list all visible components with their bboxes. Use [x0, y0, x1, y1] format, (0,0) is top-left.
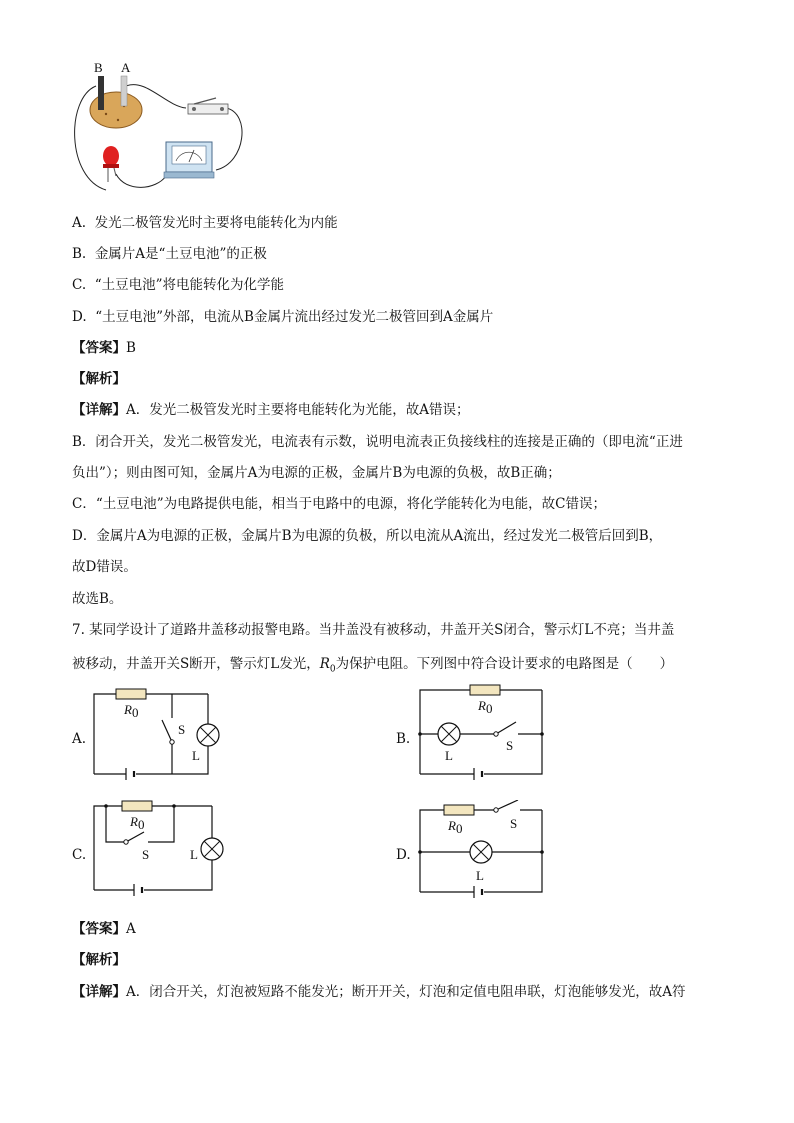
svg-text:R: R: [448, 818, 456, 833]
svg-text:L: L: [476, 868, 484, 883]
q7-stem-line1: 7. 某同学设计了道路井盖移动报警电路。当井盖没有被移动，井盖开关S闭合，警示灯L不亮；当井盖: [72, 622, 675, 638]
metal-plate-b: [98, 76, 104, 110]
svg-text:L: L: [445, 748, 453, 763]
q6-detail-0: 【详解】A．发光二极管发光时主要将电能转化为光能，故A错误；: [72, 402, 470, 418]
circuit-d-letter: D.: [396, 847, 411, 863]
svg-text:S: S: [510, 816, 518, 831]
q6-answer: 【答案】B: [72, 340, 136, 356]
q7-stem-line2: 被移动，井盖开关S断开，警示灯L发光，$R_0$为保护电阻。下列图中符合设计要求的电路图是（ ）: [72, 656, 674, 675]
circuit-a: [86, 684, 226, 784]
option-d: D. “土豆电池”外部，电流从B金属片流出经过发光二极管回到A金属片: [72, 309, 494, 325]
q6-detail-1: B．闭合开关，发光二极管发光，电流表有示数，说明电流表正负接线柱的连接是正确的（即电流“正进: [72, 434, 683, 450]
svg-text:L: L: [190, 847, 198, 862]
label-a: A: [121, 60, 131, 75]
option-c: C. “土豆电池”将电能转化为化学能: [72, 277, 285, 293]
q6-detail-6: 故选B。: [72, 591, 123, 607]
option-a: A. 发光二极管发光时主要将电能转化为内能: [72, 215, 338, 231]
switch-component: [188, 98, 228, 114]
circuit-a-letter: A.: [72, 731, 87, 747]
q7-answer: 【答案】A: [72, 921, 136, 937]
svg-text:R: R: [478, 698, 486, 713]
svg-text:R: R: [130, 814, 138, 829]
svg-text:0: 0: [486, 701, 493, 716]
led-component: [103, 146, 119, 182]
svg-text:R: R: [124, 702, 132, 717]
svg-text:S: S: [142, 847, 150, 862]
q6-detail-5: 故D错误。: [72, 559, 137, 575]
potato: [90, 92, 142, 128]
svg-text:0: 0: [138, 817, 145, 832]
circuit-c-letter: C.: [72, 847, 87, 863]
svg-text:S: S: [178, 722, 186, 737]
q6-detail-4: D．金属片A为电源的正极，金属片B为电源的负极，所以电流从A流出，经过发光二极管后回到B，: [72, 528, 663, 544]
q6-analysis-label: 【解析】: [72, 371, 126, 387]
option-b: B. 金属片A是“土豆电池”的正极: [72, 246, 267, 262]
svg-text:L: L: [192, 748, 200, 763]
label-b: B: [94, 60, 103, 75]
circuit-d: [412, 800, 552, 900]
circuit-c: [86, 800, 226, 900]
q7-detail-0: 【详解】A．闭合开关，灯泡被短路不能发光；断开开关，灯泡和定值电阻串联，灯泡能够发光，故A符: [72, 984, 686, 1000]
svg-text:0: 0: [456, 821, 463, 836]
metal-plate-a: [121, 76, 127, 106]
circuit-b: [412, 684, 552, 784]
q7-analysis-label: 【解析】: [72, 952, 126, 968]
q6-detail-2: 负出”）；则由图可知，金属片A为电源的正极，金属片B为电源的负极，故B正确；: [72, 465, 561, 481]
q6-detail-3: C．“土豆电池”为电路提供电能，相当于电路中的电源，将化学能转化为电能，故C错误；: [72, 496, 606, 512]
circuit-b-letter: B.: [396, 731, 411, 747]
svg-text:S: S: [506, 738, 514, 753]
ammeter-component: [164, 142, 214, 178]
potato-battery-figure: [66, 58, 246, 200]
svg-text:0: 0: [132, 705, 139, 720]
